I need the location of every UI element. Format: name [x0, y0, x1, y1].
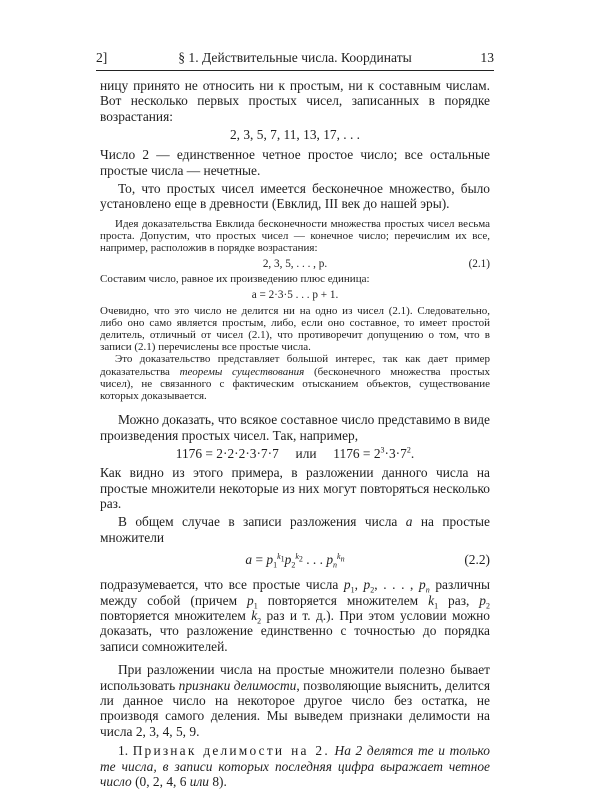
factorization-or: или: [295, 446, 317, 462]
divisibility-tests-term: признаки делимости: [178, 677, 297, 693]
factorization-expanded: 1176 = 2·2·2·3·7·7: [175, 446, 279, 462]
factorization-compact: [333, 446, 414, 461]
paragraph-1: ницу принято не относить ни к простым, ни к составным числам. Вот несколько первых простых чисел, записанных в порядке возрастания:: [100, 78, 490, 124]
paragraph-7-d: раз,: [438, 592, 480, 608]
item-number: 1.: [118, 743, 133, 759]
factorization-example: [100, 446, 490, 462]
paragraph-9: [100, 743, 490, 789]
factorization-end: .: [410, 446, 415, 462]
equation-2-1-tag: (2.1): [468, 258, 490, 271]
equation-2-2-tag: (2.2): [464, 552, 490, 568]
equation-2-1-body: 2, 3, 5, . . . , p.: [262, 258, 328, 271]
divisibility-by-2-heading: Признак делимости на 2.: [132, 743, 330, 759]
factorization-compact-mid: ·3·7: [384, 446, 407, 462]
paragraph-8-a: При разложении числа на простые множители полезно бывает использовать: [100, 662, 490, 693]
digit-list: (0, 2, 4, 6: [131, 774, 190, 789]
header-rule: [96, 70, 494, 71]
page-number: 13: [480, 50, 494, 65]
equation-a-body: a = 2·3·5 . . . p + 1.: [251, 288, 339, 301]
running-header: [96, 50, 494, 70]
small-paragraph-4-rest: (бесконечного множества простых чисел), не связанного с фактическим отысканием объектов, существование которых доказывается.: [100, 365, 490, 403]
small-paragraph-2: Составим число, равное их произведению плюс единица:: [100, 273, 370, 286]
paragraph-8: [100, 662, 490, 739]
paragraph-3: То, что простых чисел имеется бесконечное множество, было установлено еще в древности (Евклид, III век до нашей эры).: [100, 181, 490, 212]
small-paragraph-3: Очевидно, что это число не делится ни на одно из чисел (2.1). Следовательно, либо оно само является простым, либо, если оно составное, то имеет простой делитель, отличный от чисел (2.1), что противоречит допущению о том, что в записи (2.1) перечислены все простые числа.: [100, 304, 490, 354]
equation-2-1: [100, 257, 490, 271]
paragraph-7: подразумевается, что все простые числа $p_1$, $p_2$, . . . , $p_n$ различны между собой (причем $p_1$ повторяется множителем $k_1$ раз, $p_2$ повторяется множителем $k_2$ раз и т. д.). При этом условии можно доказать, что разложение единственно с точностью до порядка записи сомножителей.: [100, 577, 490, 654]
small-print-block: [100, 218, 490, 402]
paragraph-6-rest: на простые множители: [100, 514, 490, 545]
paragraph-5: Как видно из этого примера, в разложении данного числа на простые множители некоторые из них могут повторяться несколько раз.: [100, 465, 490, 511]
paragraph-7-e: повторяется множителем: [100, 607, 252, 623]
paragraph-8-c: , позволяющие выяснить, делится ли данное число на некоторое другое число без остатка, не производя самого деления. Мы выведем признаки делимости на числа 2, 3, 4, 5, 9.: [100, 677, 491, 739]
existence-theorem-term: теоремы существования: [179, 365, 305, 378]
digit-list-end: 8).: [209, 774, 227, 789]
factorization-exp-3: 3: [380, 445, 385, 455]
paragraph-4: Можно доказать, что всякое составное число представимо в виде произведения простых чисел. Так, например,: [100, 412, 490, 443]
paragraph-2: Число 2 — единственное четное простое число; все остальные простые числа — нечетные.: [100, 147, 490, 178]
paragraph-7-a: подразумевается, что все простые числа: [100, 577, 344, 593]
section-title: § 1. Действительные числа. Координаты: [178, 50, 412, 65]
factorization-compact-base: 1176 = 2: [333, 446, 381, 462]
chapter-number: 2]: [96, 50, 108, 65]
var-a: a: [405, 514, 413, 530]
digit-list-or: или: [189, 774, 209, 789]
equation-2-2: [100, 551, 490, 571]
factorization-exp-2: 2: [406, 445, 411, 455]
equation-2-2-body: $a = p_1^{k_1}p_2^{k_2}$ . . . $p_n^{k_n}$: [245, 551, 345, 570]
paragraph-7-c: повторяется множителем: [257, 592, 429, 608]
paragraph-6: [100, 514, 490, 545]
small-paragraph-4-text: Это доказательство представляет большой интерес, так как дает пример доказательства: [100, 353, 490, 378]
small-paragraph-1: Идея доказательства Евклида бесконечности множества простых чисел весьма проста. Допустим, что простых чисел — конечное число; перечислим их все, например, расположив в порядке возрастания:: [100, 217, 490, 255]
paragraph-7-b: различны между собой (причем: [100, 577, 490, 608]
paragraph-7-f: раз и т. д.). При этом условии можно доказать, что разложение единственно с точностью до порядка записи сомножителей.: [100, 607, 490, 654]
text-column: [100, 78, 490, 789]
paragraph-6-text: В общем случае в записи разложения числа: [118, 514, 406, 530]
small-paragraph-4: [100, 353, 490, 402]
equation-a: [100, 288, 490, 302]
prime-sequence: 2, 3, 5, 7, 11, 13, 17, . . .: [229, 127, 361, 143]
divisibility-by-2-rule: На 2 делятся те и только те числа, в записи которых последняя цифра выражает четное число: [100, 743, 490, 789]
